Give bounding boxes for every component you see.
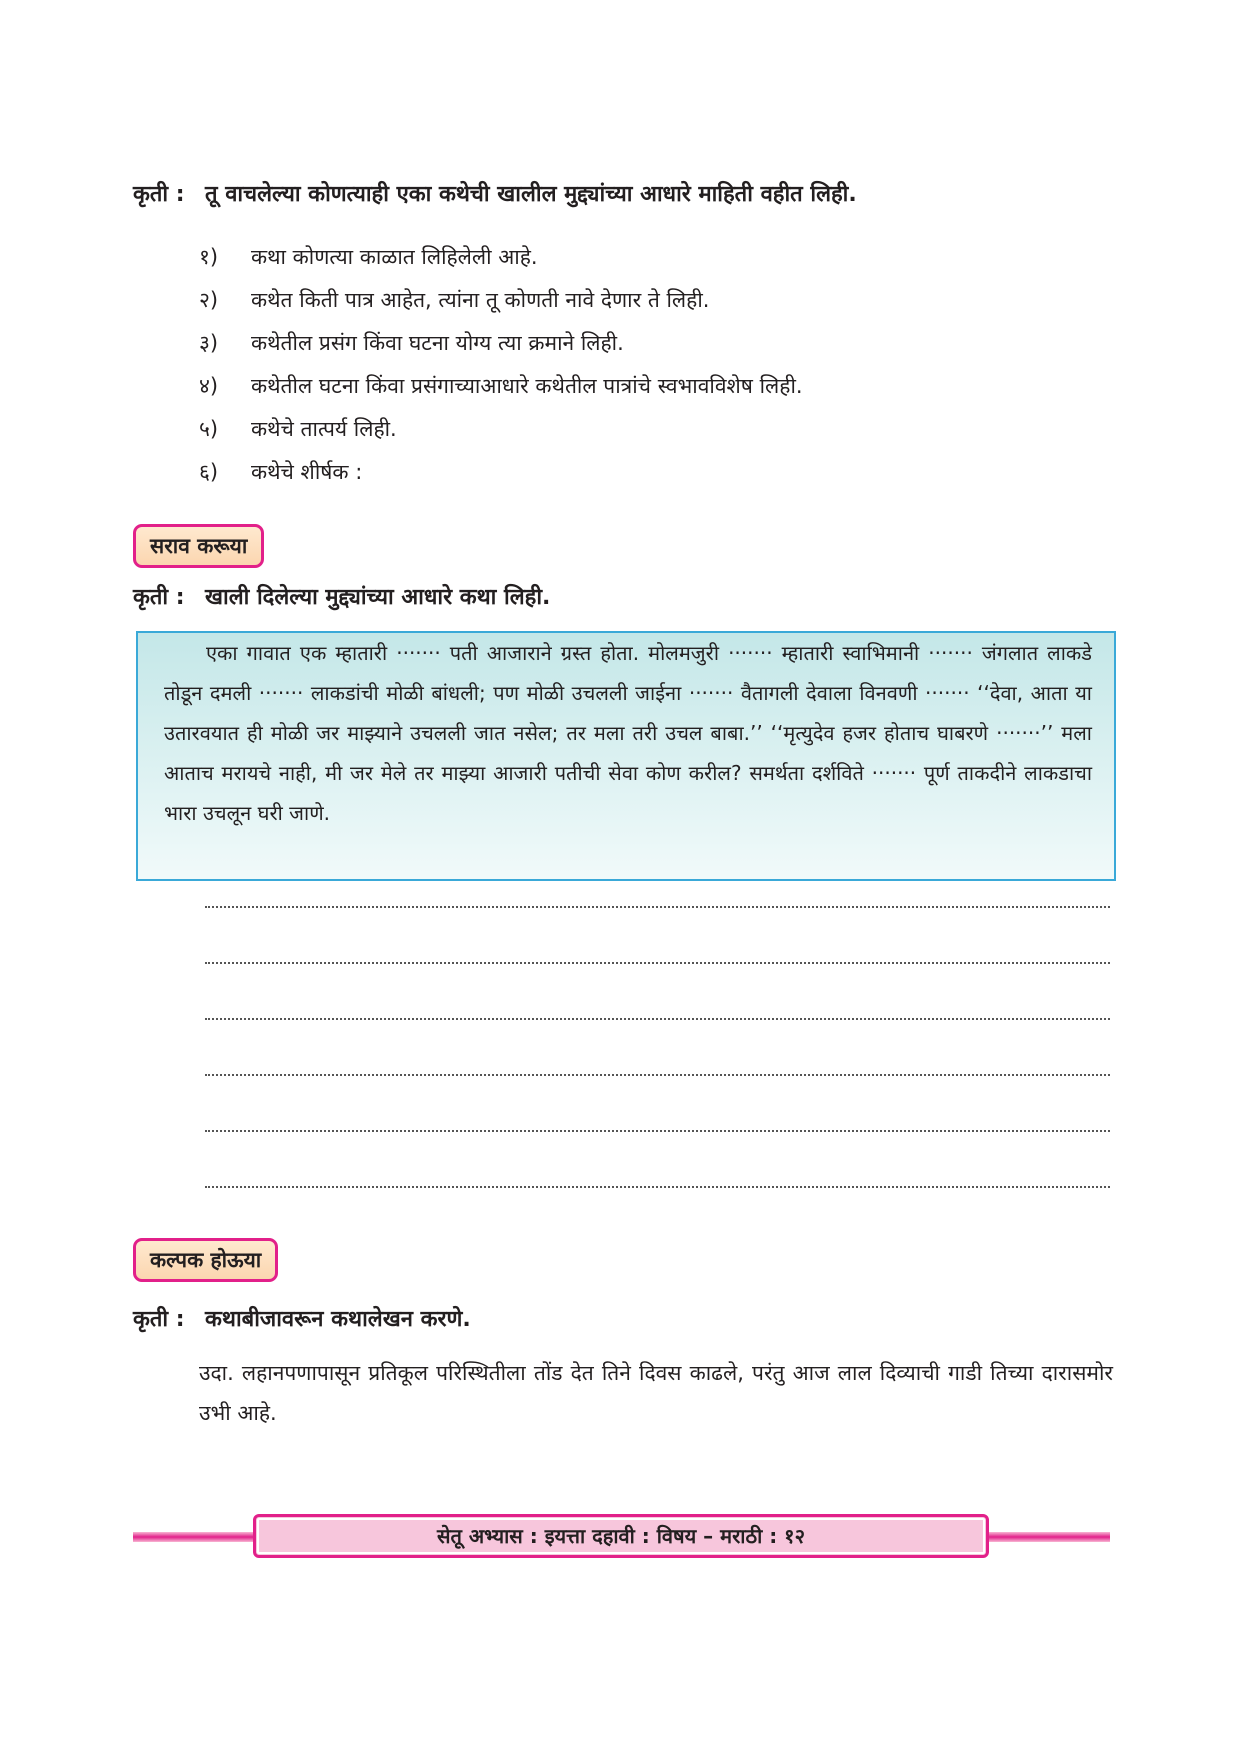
item-number: ५) xyxy=(199,417,219,441)
section-tag-practice: सराव करूया xyxy=(133,524,264,568)
activity-label: कृती : xyxy=(133,182,185,207)
activity-label: कृती : xyxy=(133,585,185,610)
list-item xyxy=(199,369,803,412)
activity-1-points-list xyxy=(199,240,803,498)
item-text: कथेचे तात्पर्य लिही. xyxy=(251,417,397,441)
section-tag-creative: कल्पक होऊया xyxy=(133,1238,278,1282)
list-item xyxy=(199,412,803,455)
item-number: २) xyxy=(199,288,219,312)
activity-instruction: तू वाचलेल्या कोणत्याही एका कथेची खालील मुद्द्यांच्या आधारे माहिती वहीत लिही. xyxy=(205,182,857,207)
item-text: कथेत किती पात्र आहेत, त्यांना तू कोणती नावे देणार ते लिही. xyxy=(251,288,710,312)
story-points-box xyxy=(136,631,1116,881)
answer-line[interactable] xyxy=(205,1018,1110,1020)
list-item xyxy=(199,240,803,283)
list-item xyxy=(199,326,803,369)
item-text: कथा कोणत्या काळात लिहिलेली आहे. xyxy=(251,245,538,269)
activity-instruction: खाली दिलेल्या मुद्द्यांच्या आधारे कथा लिही. xyxy=(205,585,551,610)
example-text: उदा. लहानपणापासून प्रतिकूल परिस्थितीला तोंड देत तिने दिवस काढले, परंतु आज लाल दिव्याची गाडी तिच्या दारासमोर उभी आहे. xyxy=(199,1361,1113,1425)
item-number: ४) xyxy=(199,374,219,398)
activity-3-heading xyxy=(133,1303,471,1337)
answer-line[interactable] xyxy=(205,1130,1110,1132)
footer-rule-right xyxy=(987,1532,1110,1542)
answer-line[interactable] xyxy=(205,962,1110,964)
answer-line[interactable] xyxy=(205,906,1110,908)
activity-1-heading xyxy=(133,178,857,212)
list-item xyxy=(199,283,803,326)
activity-instruction: कथाबीजावरून कथालेखन करणे. xyxy=(205,1307,471,1332)
item-number: ३) xyxy=(199,331,219,355)
item-text: कथेचे शीर्षक : xyxy=(251,460,363,484)
answer-line[interactable] xyxy=(205,1186,1110,1188)
footer-rule-left xyxy=(133,1532,255,1542)
list-item xyxy=(199,455,803,498)
page-footer: सेतू अभ्यास : इयत्ता दहावी : विषय – मराठी : १२ xyxy=(253,1514,989,1558)
item-text: कथेतील प्रसंग किंवा घटना योग्य त्या क्रमाने लिही. xyxy=(251,331,624,355)
activity-2-heading xyxy=(133,581,550,615)
answer-line[interactable] xyxy=(205,1074,1110,1076)
activity-label: कृती : xyxy=(133,1307,185,1332)
story-points-text: एका गावात एक म्हातारी ······· पती आजाराने ग्रस्त होता. मोलमजुरी ······· म्हातारी स्वाभिमानी ······· जंगलात लाकडे तोडून दमली ······· लाकडांची मोळी बांधली; पण मोळी उचलली जाईना ······· वैतागली देवाला विनवणी ······· ‘‘देवा, आता या उतारवयात ही मोळी जर माझ्याने उचलली जात नसेल; तर मला तरी उचल बाबा.’’ ‘‘मृत्युदेव हजर होताच घाबरणे ·······’’ मला आताच मरायचे नाही, मी जर मेले तर माझ्या आजारी पतीची सेवा कोण करील? समर्थता दर्शविते ······· पूर्ण ताकदीने लाकडाचा भारा उचलून घरी जाणे. xyxy=(164,641,1092,825)
item-text: कथेतील घटना किंवा प्रसंगाच्याआधारे कथेतील पात्रांचे स्वभावविशेष लिही. xyxy=(251,374,803,398)
item-number: ६) xyxy=(199,460,219,484)
item-number: १) xyxy=(199,245,219,269)
